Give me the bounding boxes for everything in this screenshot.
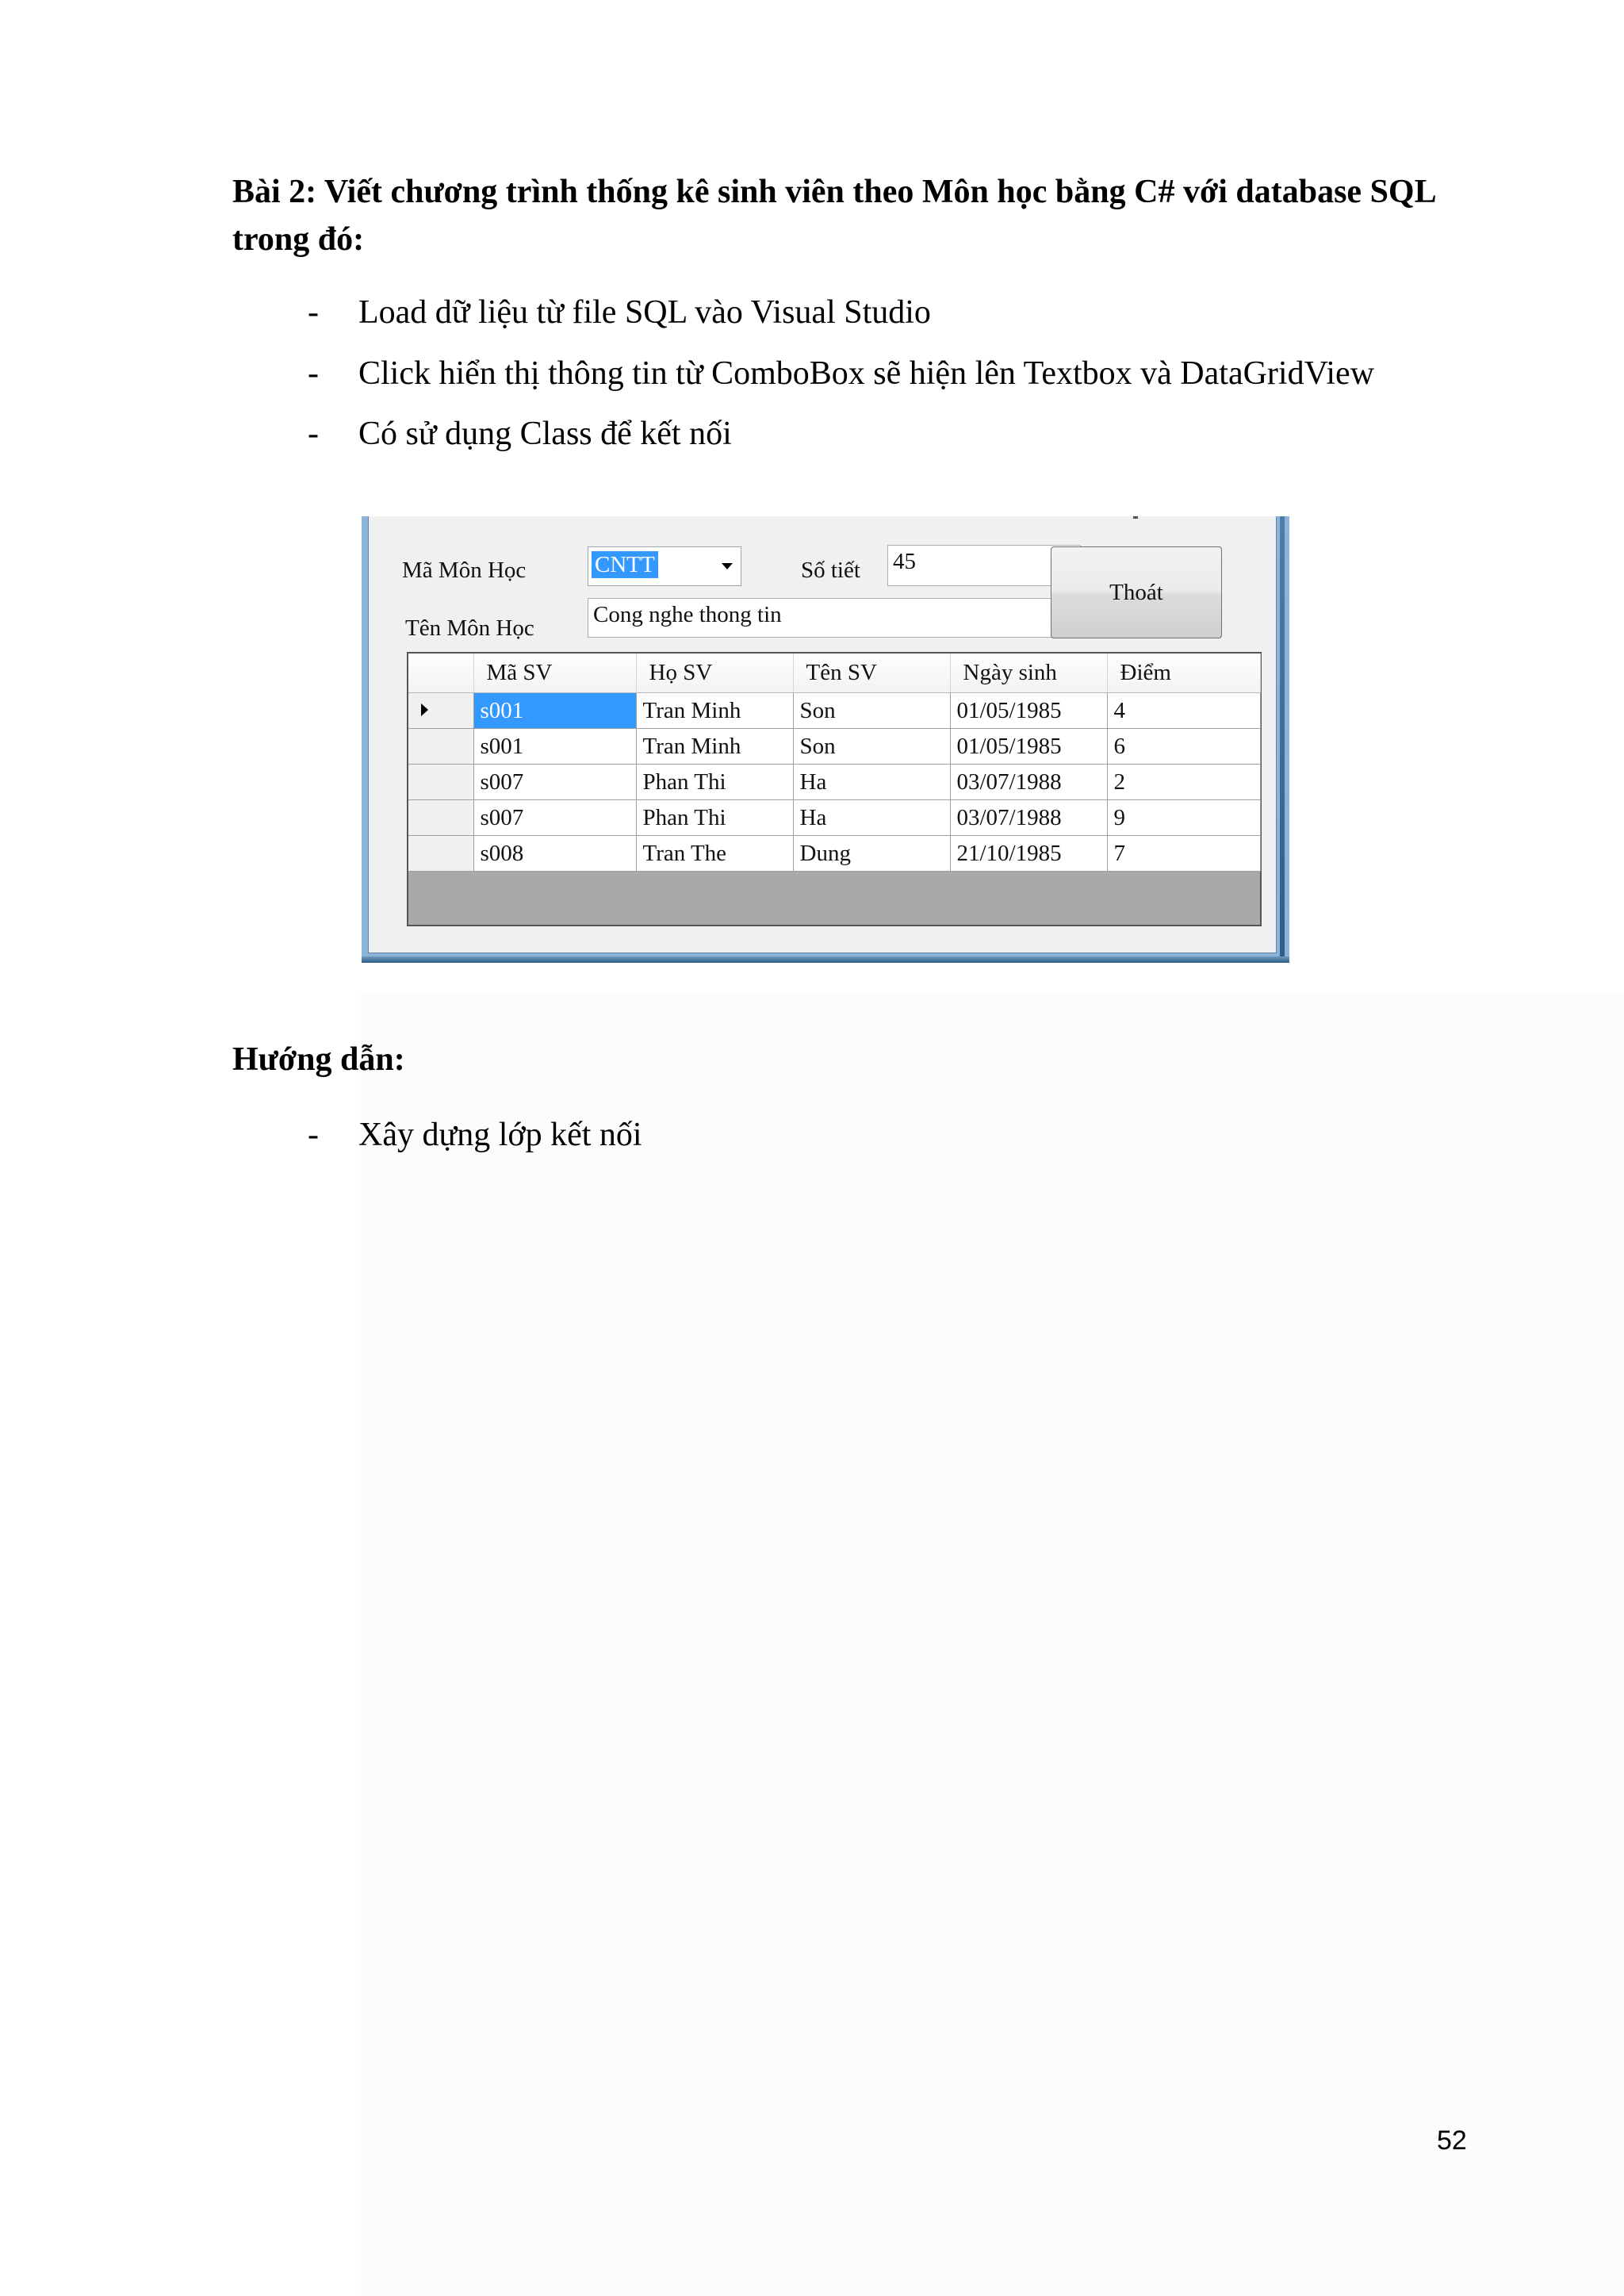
column-header[interactable]: Ngày sinh [950,654,1107,693]
grid-cell[interactable]: s001 [473,729,636,765]
grid-cell[interactable]: Tran Minh [636,693,793,729]
so-tiet-textbox[interactable]: 45 [887,545,1081,586]
row-header[interactable] [408,765,473,800]
grid-cell[interactable]: Son [793,729,950,765]
grid-cell[interactable]: Tran The [636,836,793,872]
row-header-corner [408,654,473,693]
column-header[interactable]: Tên SV [793,654,950,693]
row-header[interactable] [408,729,473,765]
ma-mon-hoc-combobox[interactable] [588,546,741,586]
row-header[interactable] [408,800,473,836]
so-tiet-label: Số tiết [801,558,860,583]
bullet-dash: - [308,416,319,452]
grid-cell[interactable]: 4 [1107,693,1260,729]
requirement-item [308,290,931,335]
grid-cell[interactable]: 01/05/1985 [950,729,1107,765]
grid-cell[interactable]: Ha [793,800,950,836]
window-border [1280,516,1285,958]
title-bar-remnant [1133,516,1138,519]
table-row[interactable] [408,693,1260,729]
grid-cell[interactable]: s007 [473,800,636,836]
bullet-dash: - [308,294,319,331]
table-row[interactable] [408,765,1260,800]
chevron-down-icon[interactable] [722,563,733,569]
guide-heading: Hướng dẫn: [232,1041,405,1078]
grid-cell[interactable]: 03/07/1988 [950,800,1107,836]
grid-cell[interactable]: Tran Minh [636,729,793,765]
column-header[interactable]: Họ SV [636,654,793,693]
student-datagridview[interactable] [407,652,1262,926]
grid-cell[interactable]: Dung [793,836,950,872]
table-row[interactable] [408,729,1260,765]
guide-text: Xây dựng lớp kết nối [358,1117,642,1153]
requirement-item [308,412,732,456]
exit-button[interactable]: Thoát [1051,546,1222,638]
row-header[interactable] [408,693,473,729]
grid-header-row [408,654,1260,693]
window-border [362,956,1289,963]
grid-cell[interactable]: 6 [1107,729,1260,765]
form-screenshot [362,516,1289,963]
ten-mon-hoc-label: Tên Môn Học [405,615,534,641]
grid-cell[interactable]: s007 [473,765,636,800]
table-row[interactable] [408,800,1260,836]
ma-mon-hoc-label: Mã Môn Học [402,558,527,583]
column-header[interactable]: Điểm [1107,654,1260,693]
grid-cell[interactable]: s008 [473,836,636,872]
table-row[interactable] [408,836,1260,872]
grid-cell[interactable]: Ha [793,765,950,800]
grid-cell[interactable]: Phan Thi [636,800,793,836]
grid-table [408,654,1261,872]
current-row-pointer-icon [421,703,428,716]
guide-item [308,1113,642,1157]
grid-cell[interactable]: Phan Thi [636,765,793,800]
exercise-heading: Bài 2: Viết chương trình thống kê sinh viên theo Môn học bằng C# với database SQL trong đó: [232,174,1435,258]
requirement-text: Load dữ liệu từ file SQL vào Visual Studio [358,294,931,331]
grid-cell[interactable]: 03/07/1988 [950,765,1107,800]
requirement-item [308,351,1374,396]
form-client-area [368,516,1277,953]
combobox-selected-value: CNTT [592,551,658,578]
grid-cell[interactable]: 2 [1107,765,1260,800]
grid-cell[interactable]: 9 [1107,800,1260,836]
grid-cell[interactable]: Son [793,693,950,729]
bullet-dash: - [308,1117,319,1153]
page-background-shade [361,991,1624,2296]
grid-cell[interactable]: s001 [473,693,636,729]
grid-cell[interactable]: 7 [1107,836,1260,872]
page-number: 52 [1437,2125,1467,2156]
grid-cell[interactable]: 21/10/1985 [950,836,1107,872]
grid-cell[interactable]: 01/05/1985 [950,693,1107,729]
column-header[interactable]: Mã SV [473,654,636,693]
ten-mon-hoc-textbox[interactable]: Cong nghe thong tin [588,598,1081,638]
bullet-dash: - [308,355,319,392]
requirement-text: Có sử dụng Class để kết nối [358,416,732,452]
requirement-text: Click hiển thị thông tin từ ComboBox sẽ hiện lên Textbox và DataGridView [358,355,1375,392]
row-header[interactable] [408,836,473,872]
